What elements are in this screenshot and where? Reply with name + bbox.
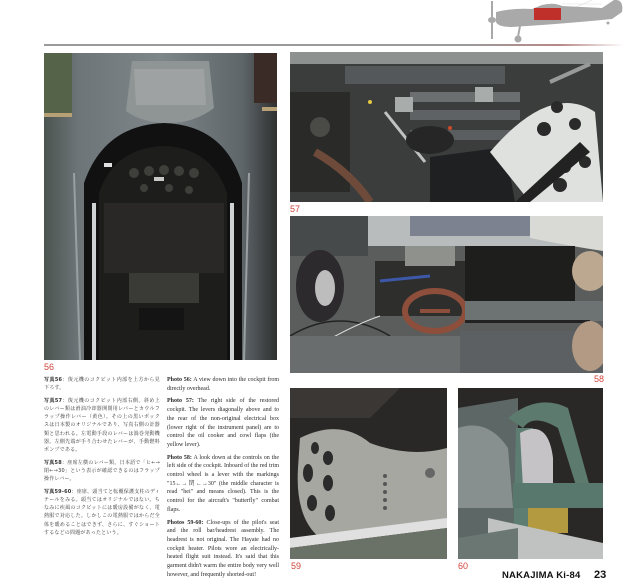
caption-en-59-60: Photos 59-60: Close-ups of the pilot's seat and the roll bar/headrest assembly. The headrest is not original. The Hayate had no cockpit heater. Pilots wore an electrically-heated flight suit instead. It's said that this garment didn't warm the entire body very well however, and frequently shorted-out! [167,519,279,578]
caption-column-japanese [44,376,160,541]
header-rule-tail [464,44,624,46]
caption-jp-56: 写真56：復元機のコクピット内部を上方から見下ろす。 [44,377,160,392]
photo-number-59: 59 [291,561,302,571]
photo-57 [290,52,603,202]
caption-jp-59-60: 写真59-60：座席、頭当てと転覆保護支柱のディテールをみる。頭当てはオリジナルではない。ちなみに疾風のコクピットには暖房設備がなく、電熱服で対応した。しかしこの電熱服ではからだ全体を暖めることはできず、さらに、すぐショートするなどの問題があったという。 [44,488,160,537]
photo-56 [44,53,277,360]
caption-en-57: Photo 57: The right side of the restored cockpit. The levers diagonally above and to the rear of the non-original electrical box (lower right of the instrument panel) are to control the oil cooker and cowl flaps (the yellow lever). [167,398,279,448]
photo-60 [458,388,603,559]
photo-number-58: 58 [594,374,605,384]
caption-jp-57: 写真57：復元機のコクピット内部右側。斜め上のレバー類は滑油冷却器開閉用レバーとカウルフラップ操作レバー（黄色）。その上の黒いボックスは日本製のオリジナルであり、写真右側の計器類と思われる。左電動手段のレバーは渦巻発動機器。左側先端が手り合わせたレバーが、手動燃料ポンプである。 [44,397,160,454]
header-rule [44,44,464,46]
photo-number-57: 57 [290,204,301,214]
page-number: 23 [594,569,607,581]
caption-jp-58: 写真58：座席左横のレバー類。日本語で「ヒ←→閉←→30」という表示が確認できるのはフラップ操作レバー。 [44,459,160,483]
caption-en-58: Photo 58: A look down at the controls on the left side of the cockpit. Inboard of the red trim control wheel is a lever with the markings "15←→閉←→30" (the middle character is read "hei" and means closed). This is the control for the aircraft's "butterfly" combat flaps. [167,454,279,513]
photo-58 [290,216,603,373]
caption-column-english [167,376,279,583]
photo-59 [290,388,447,559]
photo-number-60: 60 [458,561,469,571]
aircraft-silhouette-icon [462,0,632,44]
caption-en-56: Photo 56: A view down into the cockpit from directly overhead. [167,377,280,392]
running-footer-title: NAKAJIMA Ki-84 [502,570,581,581]
photo-number-56: 56 [44,362,55,372]
